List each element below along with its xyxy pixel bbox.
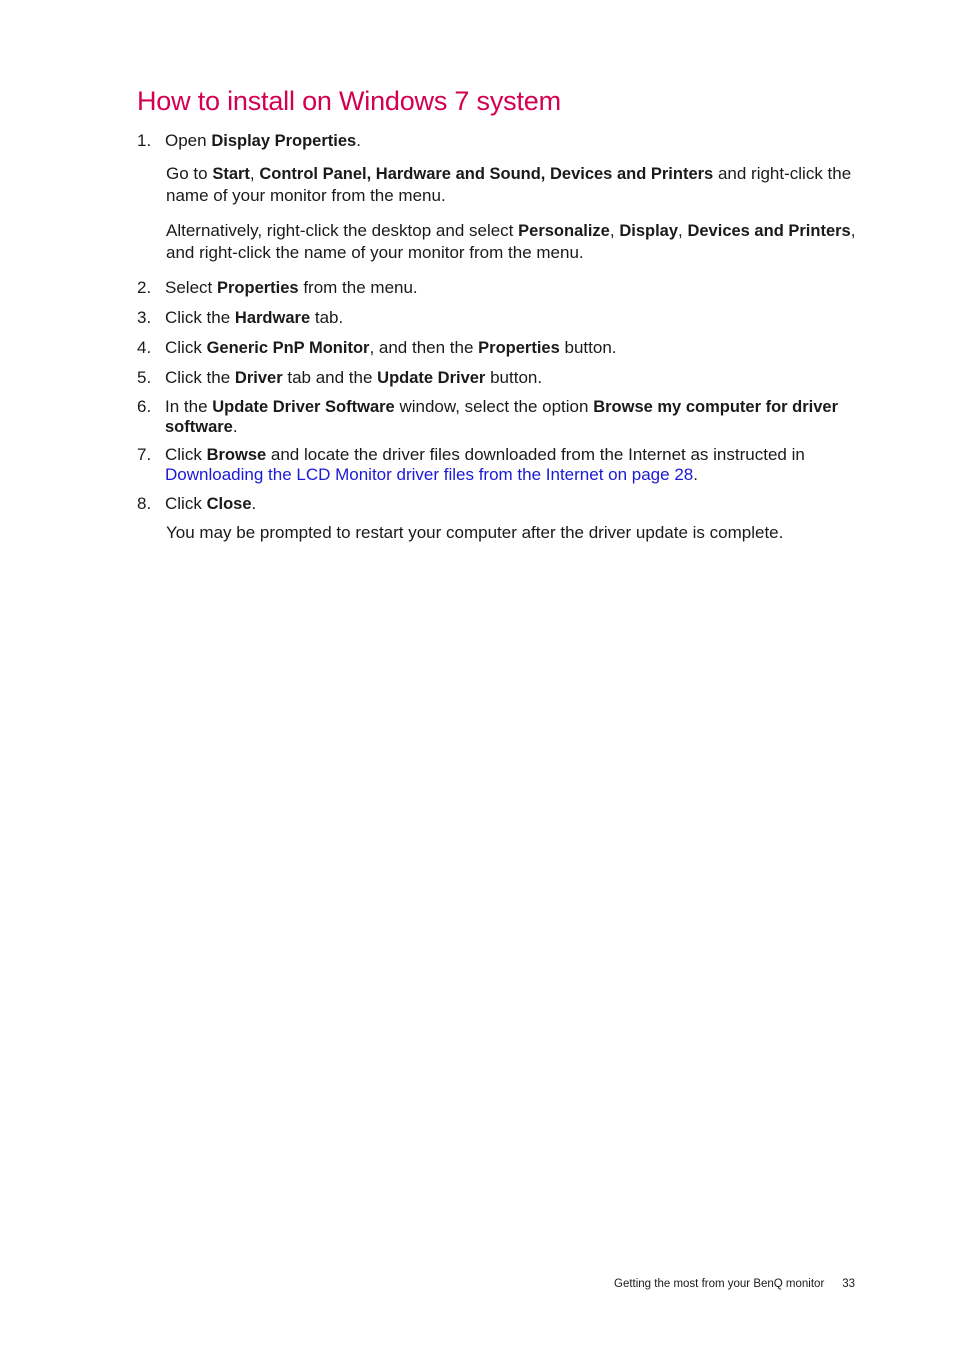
step-text: . — [251, 494, 257, 513]
page-title: How to install on Windows 7 system — [137, 86, 561, 116]
ui-term: Browse — [206, 446, 267, 464]
step-text: Click the — [165, 308, 235, 327]
step-text: , — [609, 221, 620, 240]
step-text: and right-click the name of your monitor from the menu. — [166, 164, 852, 205]
ui-term: Properties — [216, 279, 299, 297]
step-5 — [137, 367, 877, 389]
ui-term: Update Driver — [377, 369, 486, 387]
step-text: tab. — [310, 308, 344, 327]
step-text: Open — [165, 131, 212, 150]
ui-term: Display Properties — [211, 132, 357, 150]
footer-text: Getting the most from your BenQ monitor — [614, 1278, 825, 1290]
step-7 — [137, 445, 877, 485]
step-text: , — [249, 164, 260, 183]
step-4 — [137, 337, 877, 359]
ui-term: Generic PnP Monitor — [206, 339, 370, 357]
step-text: button. — [485, 368, 543, 387]
ui-term: Close — [206, 495, 252, 513]
step-text: . — [693, 465, 698, 484]
ui-term: Control Panel, Hardware and Sound, Devices and Printers — [259, 165, 714, 183]
ui-term: Browse my computer for driver software — [165, 398, 839, 436]
step-number: 1. — [137, 131, 152, 150]
step-text: from the menu. — [298, 278, 418, 297]
step-8 — [137, 493, 877, 515]
step-1 — [137, 130, 877, 152]
step-text: , and then the — [369, 338, 479, 357]
step-text: In the — [165, 397, 213, 416]
step-text: Click — [165, 445, 207, 464]
step-text: Click — [165, 338, 207, 357]
ui-term: Properties — [478, 339, 560, 357]
ui-term: Personalize — [518, 222, 610, 240]
step-number: 5. — [137, 368, 152, 387]
step-text: Select — [165, 278, 217, 297]
step-text: tab and the — [282, 368, 378, 387]
step-text: Click the — [165, 368, 235, 387]
step-1-detail — [137, 163, 877, 206]
ui-term: Display — [619, 222, 679, 240]
ui-term: Start — [212, 165, 250, 183]
ui-term: Hardware — [234, 309, 311, 327]
instructions — [137, 130, 877, 543]
step-text: You may be prompted to restart your computer after the driver update is complete. — [166, 523, 784, 542]
step-6 — [137, 397, 877, 437]
step-text: , and right-click the name of your monitor from the menu. — [166, 221, 856, 262]
page-number: 33 — [842, 1278, 856, 1290]
step-text: Alternatively, right-click the desktop and select — [166, 221, 519, 240]
page-footer — [614, 1278, 855, 1290]
ui-term: Devices and Printers — [687, 222, 851, 240]
cross-reference-link[interactable]: Downloading the LCD Monitor driver files from the Internet on page 28 — [165, 465, 694, 484]
step-text: . — [232, 417, 238, 436]
step-2 — [137, 277, 877, 299]
step-text: Go to — [166, 164, 213, 183]
step-text: , — [678, 221, 688, 240]
step-number: 4. — [137, 338, 152, 357]
step-number: 3. — [137, 308, 152, 327]
step-number: 6. — [137, 397, 152, 416]
step-3 — [137, 307, 877, 329]
step-number: 8. — [137, 494, 152, 513]
step-text: window, select the option — [394, 397, 594, 416]
step-text: and locate the driver files downloaded from the Internet as instructed in — [266, 445, 805, 464]
step-text: Click — [165, 494, 207, 513]
step-number: 2. — [137, 278, 152, 297]
step-text: button. — [559, 338, 617, 357]
step-text: . — [356, 131, 361, 150]
step-number: 7. — [137, 445, 152, 464]
step-8-note — [137, 522, 877, 543]
ui-term: Driver — [234, 369, 283, 387]
step-1-alternative — [137, 220, 877, 263]
ui-term: Update Driver Software — [212, 398, 395, 416]
